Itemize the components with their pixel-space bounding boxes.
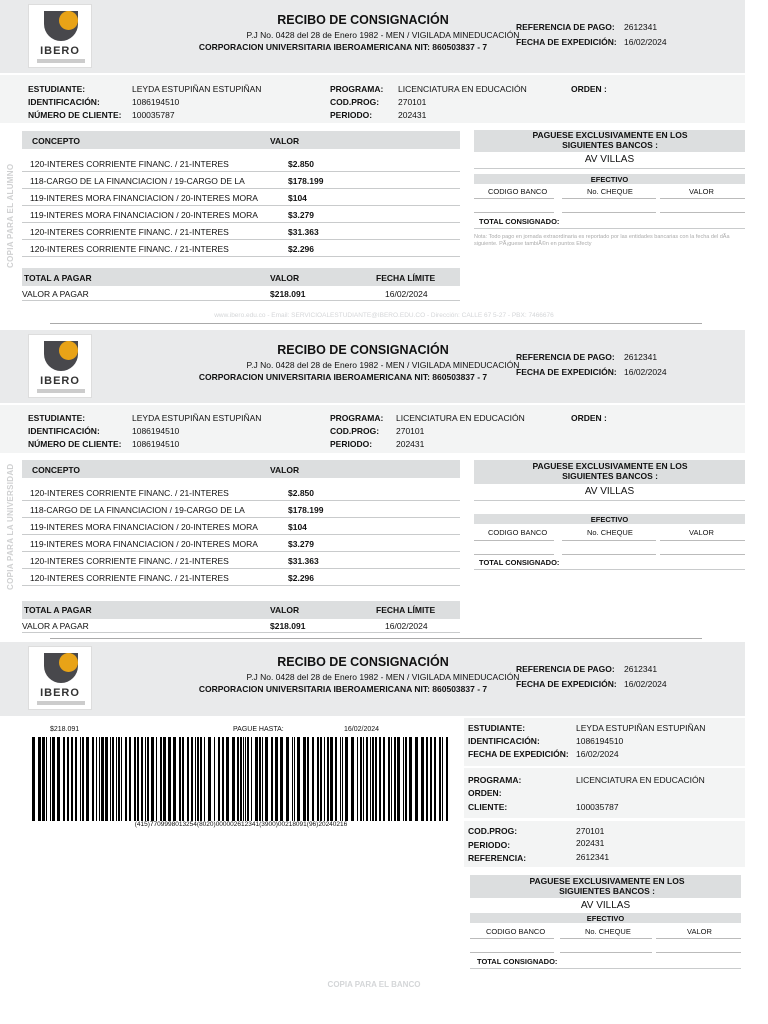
barcode-bar	[434, 737, 436, 821]
concept-value: $2.850	[288, 159, 314, 169]
cell-line	[562, 554, 656, 555]
barcode-bar	[245, 737, 246, 821]
barcode-bar	[360, 737, 362, 821]
concept-item: 120-INTERES CORRIENTE FINANC. / 21-INTERES	[30, 227, 229, 237]
barcode-bar	[335, 737, 337, 821]
pay-label: VALOR A PAGAR	[22, 621, 89, 631]
order-label: ORDEN :	[571, 84, 607, 94]
program-value: LICENCIATURA EN EDUCACIÓN	[576, 775, 705, 785]
id-label: IDENTIFICACIÓN:	[28, 97, 100, 107]
period-label: PERIODO:	[330, 439, 373, 449]
bank-header: PAGUESE EXCLUSIVAMENTE EN LOS SIGUIENTES BANCOS :	[532, 130, 688, 150]
barcode-bar	[317, 737, 319, 821]
total-consignado-label: TOTAL CONSIGNADO:	[477, 957, 558, 966]
total-consignado-label: TOTAL CONSIGNADO:	[479, 558, 560, 567]
exp-value: 16/02/2024	[624, 37, 667, 47]
barcode-bar	[82, 737, 84, 821]
legal-line: P.J No. 0428 del 28 de Enero 1982 - MEN / VIGILADA MINEDUCACIÓN	[246, 672, 520, 682]
concept-value: $2.850	[288, 488, 314, 498]
barcode-bar	[280, 737, 283, 821]
institution-line: CORPORACION UNIVERSITARIA IBEROAMERICANA NIT: 860503837 - 7	[198, 42, 488, 52]
bank-name: AV VILLAS	[580, 900, 631, 911]
col-bank: CODIGO BANCO	[486, 927, 546, 936]
divider	[22, 300, 460, 301]
divider	[22, 632, 460, 633]
col-cheque: No. CHEQUE	[585, 927, 631, 936]
barcode-bar	[204, 737, 205, 821]
barcode-bar	[96, 737, 97, 821]
period-value: 202431	[396, 439, 425, 449]
barcode-bar	[50, 737, 51, 821]
barcode-bar	[145, 737, 146, 821]
barcode-bar	[243, 737, 244, 821]
total-value-header: VALOR	[270, 273, 300, 283]
concept-value: $178.199	[288, 176, 324, 186]
barcode-bar	[391, 737, 392, 821]
barcode-bar	[351, 737, 354, 821]
receipt-title: RECIBO DE CONSIGNACIÓN	[277, 13, 449, 27]
barcode-bar	[218, 737, 220, 821]
client-value: 100035787	[132, 110, 175, 120]
cell-line	[562, 540, 656, 541]
concept-item: 119-INTERES MORA FINANCIACION / 20-INTERES MORA	[30, 210, 258, 220]
institution-line: CORPORACION UNIVERSITARIA IBEROAMERICANA NIT: 860503837 - 7	[198, 372, 488, 382]
ref-value: 2612341	[624, 22, 658, 32]
barcode-bar	[403, 737, 404, 821]
barcode-bar	[42, 737, 45, 821]
client-value: 100035787	[576, 802, 619, 812]
barcode-bar	[151, 737, 154, 821]
barcode-bar	[163, 737, 166, 821]
student-name: LEYDA ESTUPIÑAN ESTUPIÑAN	[132, 84, 262, 94]
row-divider	[22, 188, 460, 189]
barcode-bar	[125, 737, 127, 821]
bank-header: PAGUESE EXCLUSIVAMENTE EN LOS SIGUIENTES BANCOS :	[532, 461, 688, 481]
barcode-bar	[191, 737, 193, 821]
program-label: PROGRAMA:	[330, 84, 384, 94]
row-divider	[22, 500, 460, 501]
cell-line	[660, 554, 745, 555]
barcode-bar	[271, 737, 273, 821]
barcode-bar	[92, 737, 94, 821]
cut-line	[50, 638, 702, 639]
concept-item: 119-INTERES MORA FINANCIACION / 20-INTERES MORA	[30, 193, 258, 203]
barcode-bar	[342, 737, 343, 821]
barcode-bar	[286, 737, 289, 821]
period-value: 202431	[576, 838, 605, 848]
reference-label: REFERENCIA:	[468, 853, 527, 863]
barcode-bar	[409, 737, 412, 821]
cell-line	[656, 952, 741, 953]
divider	[474, 168, 745, 169]
barcode-bar	[303, 737, 306, 821]
due-date: 16/02/2024	[385, 621, 428, 631]
cash-label: EFECTIVO	[590, 515, 629, 524]
concept-value: $3.279	[288, 539, 314, 549]
barcode-bar	[57, 737, 60, 821]
ibero-logo: IBERO	[28, 4, 92, 68]
period-label: PERIODO:	[330, 110, 373, 120]
barcode-bar	[101, 737, 104, 821]
barcode-bar	[375, 737, 377, 821]
cell-line	[474, 198, 554, 199]
concept-value: $2.296	[288, 244, 314, 254]
barcode-bar	[214, 737, 215, 821]
total-value: $218.091	[270, 289, 306, 299]
exp-value: 16/02/2024	[576, 749, 619, 759]
cell-line	[474, 554, 554, 555]
exp-label: FECHA DE EXPEDICIÓN:	[516, 679, 617, 689]
order-label: ORDEN:	[468, 788, 502, 798]
barcode-bar	[370, 737, 371, 821]
id-label: IDENTIFICACIÓN:	[468, 736, 540, 746]
cell-line	[660, 212, 745, 213]
value-header: VALOR	[270, 136, 300, 146]
side-label: COPIA PARA LA UNIVERSIDAD	[6, 463, 15, 590]
barcode-bar	[222, 737, 224, 821]
exp-label: FECHA DE EXPEDICIÓN:	[516, 37, 617, 47]
codprog-value: 270101	[576, 826, 605, 836]
barcode-bar	[195, 737, 196, 821]
barcode-bar	[379, 737, 381, 821]
ref-value: 2612341	[624, 664, 658, 674]
barcode-bar	[307, 737, 309, 821]
barcode-bar	[99, 737, 100, 821]
row-divider	[22, 222, 460, 223]
ref-label: REFERENCIA DE PAGO:	[516, 664, 615, 674]
cell-line	[470, 938, 554, 939]
barcode-bar	[118, 737, 120, 821]
barcode-bar	[208, 737, 211, 821]
divider	[474, 500, 745, 501]
bank-name: AV VILLAS	[584, 154, 635, 165]
exp-value: 16/02/2024	[624, 679, 667, 689]
barcode-bar	[147, 737, 149, 821]
barcode-bar	[71, 737, 73, 821]
barcode-bar	[226, 737, 229, 821]
cell-line	[474, 212, 554, 213]
exp-label: FECHA DE EXPEDICIÓN:	[468, 749, 569, 759]
side-label: COPIA PARA EL ALUMNO	[6, 163, 15, 268]
cell-line	[562, 198, 656, 199]
program-value: LICENCIATURA EN EDUCACIÓN	[396, 413, 525, 423]
row-divider	[22, 171, 460, 172]
concept-item: 120-INTERES CORRIENTE FINANC. / 21-INTERES	[30, 244, 229, 254]
ibero-logo: IBERO	[28, 646, 92, 710]
col-bank: CODIGO BANCO	[488, 528, 548, 537]
concept-value: $104	[288, 522, 307, 532]
id-label: IDENTIFICACIÓN:	[28, 426, 100, 436]
barcode-amount: $218.091	[50, 726, 80, 733]
concept-value: $2.296	[288, 573, 314, 583]
student-name: LEYDA ESTUPIÑAN ESTUPIÑAN	[132, 413, 262, 423]
student-name: LEYDA ESTUPIÑAN ESTUPIÑAN	[576, 723, 706, 733]
concept-item: 118-CARGO DE LA FINANCIACION / 19-CARGO DE LA	[30, 176, 245, 186]
barcode-bar	[197, 737, 199, 821]
cell-line	[470, 952, 554, 953]
barcode-bar	[32, 737, 35, 821]
barcode-bar	[421, 737, 424, 821]
barcode-bar	[67, 737, 69, 821]
barcode-bar	[312, 737, 314, 821]
pay-label: VALOR A PAGAR	[22, 289, 89, 299]
id-value: 1086194510	[132, 97, 180, 107]
exp-value: 16/02/2024	[624, 367, 667, 377]
barcode-bar	[388, 737, 390, 821]
cell-line	[562, 212, 656, 213]
barcode-bar	[275, 737, 278, 821]
codprog-label: COD.PROG:	[330, 97, 380, 107]
period-value: 202431	[398, 110, 427, 120]
barcode-bar	[405, 737, 407, 821]
payment-barcode	[32, 737, 450, 821]
reference-value: 2612341	[576, 852, 610, 862]
id-value: 1086194510	[132, 426, 180, 436]
barcode-bar	[129, 737, 131, 821]
institution-line: CORPORACION UNIVERSITARIA IBEROAMERICANA NIT: 860503837 - 7	[198, 684, 488, 694]
legal-line: P.J No. 0428 del 28 de Enero 1982 - MEN / VIGILADA MINEDUCACIÓN	[246, 360, 520, 370]
pay-until-date: 16/02/2024	[344, 726, 380, 733]
barcode-bar	[141, 737, 143, 821]
id-value: 1086194510	[576, 736, 624, 746]
barcode-bar	[397, 737, 400, 821]
barcode-bar	[320, 737, 322, 821]
concept-header-bar	[22, 131, 460, 149]
student-label: ESTUDIANTE:	[28, 413, 86, 423]
concept-item: 120-INTERES CORRIENTE FINANC. / 21-INTERES	[30, 159, 229, 169]
concept-value: $104	[288, 193, 307, 203]
barcode-bar	[112, 737, 114, 821]
barcode-bar	[237, 737, 239, 821]
row-divider	[22, 534, 460, 535]
divider	[470, 968, 741, 969]
codprog-value: 270101	[396, 426, 425, 436]
barcode-bar	[156, 737, 157, 821]
legal-line: P.J No. 0428 del 28 de Enero 1982 - MEN / VIGILADA MINEDUCACIÓN	[246, 30, 520, 40]
barcode-bar	[442, 737, 443, 821]
barcode-bar	[357, 737, 358, 821]
barcode-bar	[372, 737, 374, 821]
order-label: ORDEN :	[571, 413, 607, 423]
barcode-bar	[160, 737, 162, 821]
barcode-bar	[116, 737, 117, 821]
barcode-bar	[80, 737, 81, 821]
concept-header: CONCEPTO	[32, 136, 81, 146]
bank-note: Nota: Todo pago en jornada extraordinaria es reportado por las entidades bancarias con la fecha del dÃa siguiente. PÃ¡guese tambiÃ©n en puntos Efecty	[474, 234, 730, 247]
cell-line	[474, 540, 554, 541]
barcode-bar	[415, 737, 418, 821]
client-label: NÚMERO DE CLIENTE:	[28, 439, 122, 449]
row-divider	[22, 256, 460, 257]
row-divider	[22, 551, 460, 552]
concept-value: $178.199	[288, 505, 324, 515]
barcode-bar	[345, 737, 348, 821]
barcode-bar	[168, 737, 171, 821]
total-value: $218.091	[270, 621, 306, 631]
cell-line	[560, 938, 652, 939]
barcode-bar	[324, 737, 325, 821]
client-value: 1086194510	[132, 439, 180, 449]
barcode-bar	[292, 737, 293, 821]
total-consignado-label: TOTAL CONSIGNADO:	[479, 217, 560, 226]
barcode-bar	[340, 737, 341, 821]
barcode-bar	[46, 737, 47, 821]
barcode-bar	[366, 737, 368, 821]
barcode-bar	[179, 737, 181, 821]
concept-item: 119-INTERES MORA FINANCIACION / 20-INTERES MORA	[30, 539, 258, 549]
barcode-bar	[363, 737, 364, 821]
barcode-bar	[121, 737, 122, 821]
barcode-bar	[187, 737, 189, 821]
bank-name: AV VILLAS	[584, 486, 635, 497]
cut-line	[50, 323, 702, 324]
cell-line	[660, 198, 745, 199]
bank-header: PAGUESE EXCLUSIVAMENTE EN LOS SIGUIENTES BANCOS :	[529, 876, 685, 896]
col-value: VALOR	[689, 187, 714, 196]
barcode-bar	[137, 737, 139, 821]
barcode-bar	[251, 737, 252, 821]
ref-value: 2612341	[624, 352, 658, 362]
barcode-bar	[297, 737, 300, 821]
barcode-digits: (415)7709998013254(8020)000002612341(3900)00218091(96)20240216	[134, 821, 348, 828]
program-label: PROGRAMA:	[330, 413, 384, 423]
row-divider	[22, 517, 460, 518]
barcode-bar	[38, 737, 41, 821]
student-label: ESTUDIANTE:	[28, 84, 86, 94]
cell-line	[660, 540, 745, 541]
pay-until-label: PAGUE HASTA:	[233, 726, 284, 733]
concept-item: 118-CARGO DE LA FINANCIACION / 19-CARGO DE LA	[30, 505, 245, 515]
total-label: TOTAL A PAGAR	[24, 605, 92, 615]
due-header: FECHA LÍMITE	[376, 273, 436, 283]
value-header: VALOR	[270, 465, 300, 475]
row-divider	[22, 205, 460, 206]
total-value-header: VALOR	[270, 605, 300, 615]
contact-footer: www.ibero.edu.co - Email: SERVICIOALESTUDIANTE@IBERO.EDU.CO - Dirección: CALLE 67 5-27 - PBX: 7466676	[214, 312, 554, 319]
program-label: PROGRAMA:	[468, 775, 522, 785]
divider	[474, 228, 745, 229]
barcode-bar	[265, 737, 268, 821]
client-label: CLIENTE:	[468, 802, 508, 812]
ref-label: REFERENCIA DE PAGO:	[516, 352, 615, 362]
barcode-bar	[110, 737, 111, 821]
row-divider	[22, 239, 460, 240]
client-label: NÚMERO DE CLIENTE:	[28, 110, 122, 120]
barcode-bar	[255, 737, 258, 821]
barcode-bar	[75, 737, 77, 821]
cash-label: EFECTIVO	[590, 175, 629, 184]
receipt-title: RECIBO DE CONSIGNACIÓN	[277, 343, 449, 357]
barcode-bar	[86, 737, 89, 821]
exp-label: FECHA DE EXPEDICIÓN:	[516, 367, 617, 377]
row-divider	[22, 568, 460, 569]
col-value: VALOR	[687, 927, 712, 936]
barcode-bar	[383, 737, 385, 821]
concept-item: 120-INTERES CORRIENTE FINANC. / 21-INTERES	[30, 488, 229, 498]
concept-item: 120-INTERES CORRIENTE FINANC. / 21-INTERES	[30, 573, 229, 583]
due-date: 16/02/2024	[385, 289, 428, 299]
barcode-bar	[240, 737, 242, 821]
col-cheque: No. CHEQUE	[587, 187, 633, 196]
barcode-bar	[430, 737, 432, 821]
barcode-bar	[182, 737, 184, 821]
barcode-bar	[330, 737, 333, 821]
period-label: PERIODO:	[468, 840, 511, 850]
divider	[474, 569, 745, 570]
concept-value: $3.279	[288, 210, 314, 220]
student-label: ESTUDIANTE:	[468, 723, 526, 733]
barcode-bar	[173, 737, 176, 821]
concept-header: CONCEPTO	[32, 465, 81, 475]
concept-value: $31.363	[288, 227, 319, 237]
ibero-logo: IBERO	[28, 334, 92, 398]
concept-item: 120-INTERES CORRIENTE FINANC. / 21-INTERES	[30, 556, 229, 566]
barcode-bar	[294, 737, 295, 821]
barcode-bar	[262, 737, 263, 821]
barcode-bar	[63, 737, 65, 821]
codprog-label: COD.PROG:	[330, 426, 380, 436]
barcode-bar	[394, 737, 396, 821]
concept-value: $31.363	[288, 556, 319, 566]
barcode-bar	[446, 737, 448, 821]
col-value: VALOR	[689, 528, 714, 537]
bank-copy-footer: COPIA PARA EL BANCO	[327, 980, 421, 989]
barcode-bar	[232, 737, 235, 821]
concept-item: 119-INTERES MORA FINANCIACION / 20-INTERES MORA	[30, 522, 258, 532]
row-divider	[22, 585, 460, 586]
cell-line	[656, 938, 741, 939]
col-cheque: No. CHEQUE	[587, 528, 633, 537]
barcode-bar	[134, 737, 136, 821]
codprog-label: COD.PROG:	[468, 826, 518, 836]
ref-label: REFERENCIA DE PAGO:	[516, 22, 615, 32]
concept-header-bar	[22, 460, 460, 478]
program-value: LICENCIATURA EN EDUCACIÓN	[398, 84, 527, 94]
barcode-bar	[200, 737, 202, 821]
barcode-bar	[247, 737, 249, 821]
cell-line	[560, 952, 652, 953]
barcode-bar	[259, 737, 261, 821]
barcode-bar	[439, 737, 441, 821]
due-header: FECHA LÍMITE	[376, 605, 436, 615]
barcode-bar	[52, 737, 55, 821]
cash-label: EFECTIVO	[586, 914, 625, 923]
barcode-bar	[426, 737, 428, 821]
barcode-bar	[327, 737, 329, 821]
total-label: TOTAL A PAGAR	[24, 273, 92, 283]
receipt-title: RECIBO DE CONSIGNACIÓN	[277, 655, 449, 669]
codprog-value: 270101	[398, 97, 427, 107]
col-bank: CODIGO BANCO	[488, 187, 548, 196]
barcode-bar	[105, 737, 108, 821]
